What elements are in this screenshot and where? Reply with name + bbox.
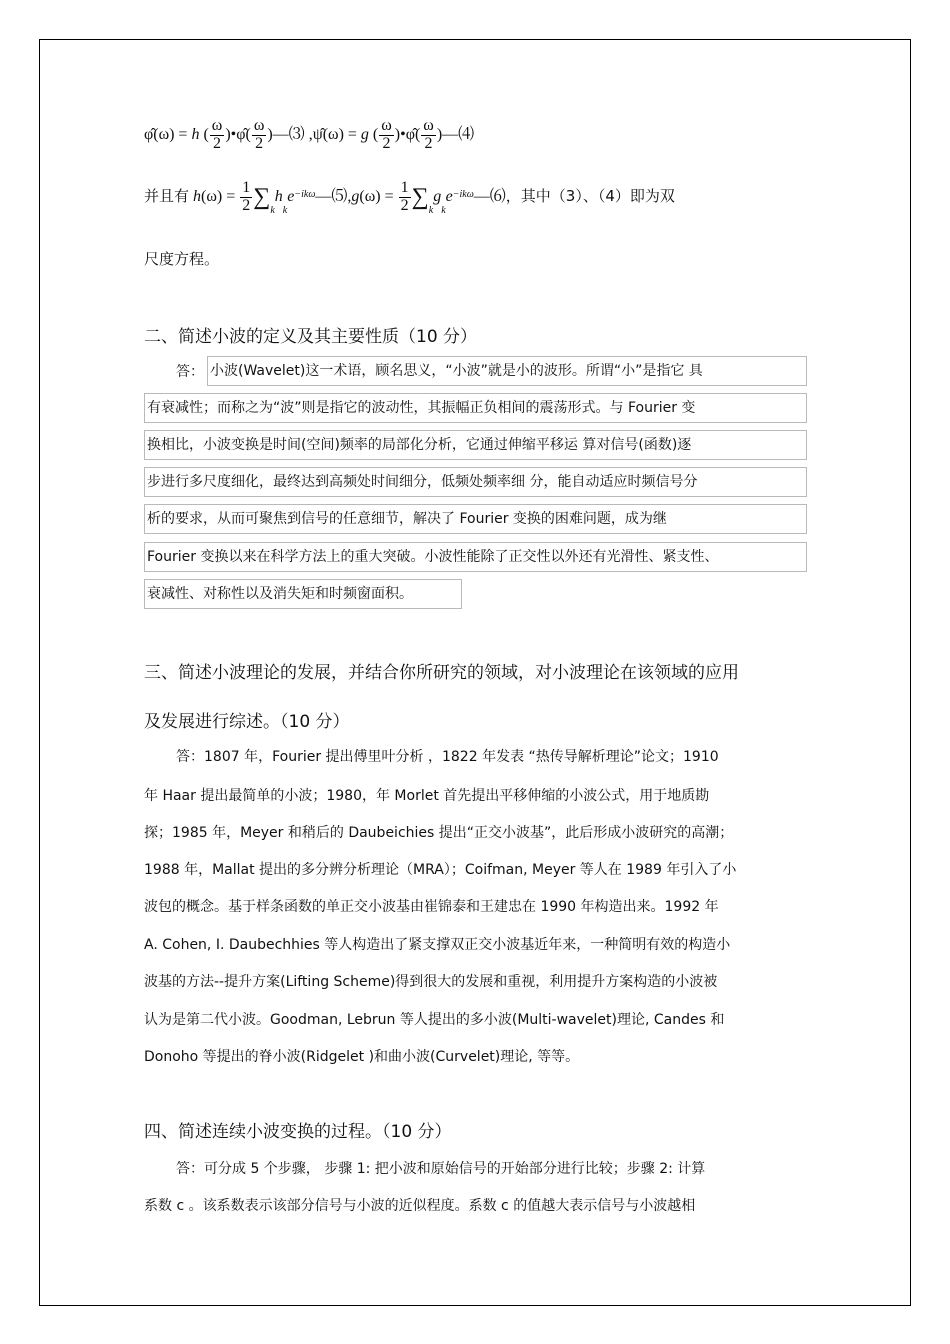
omega-arg-3: (ω) [201, 187, 223, 205]
equals-sign-2: = [347, 125, 357, 143]
equation-label-3: —⑶ [272, 125, 305, 143]
q4-answer-line-2: 系数 c 。该系数表示该部分信号与小波的近似程度。系数 c 的值越大表示信号与小波越相 [144, 1198, 696, 1214]
q3-answer-line-1: 答：1807 年，Fourier 提出傅里叶分析 ，1822 年发表 “热传导解析理论”论文；1910 [176, 749, 719, 765]
g-symbol-2: g [351, 187, 360, 205]
q4-answer-line-1: 答：可分成 5 个步骤， 步骤 1: 把小波和原始信号的开始部分进行比较；步骤 2: 计算 [176, 1161, 706, 1177]
equation-label-6: —⑹ [473, 187, 506, 205]
g-coefficient: g [433, 187, 442, 205]
g-index: k [441, 204, 446, 216]
phi-hat-symbol-2: φ̂ [236, 125, 246, 143]
prefix-text: 并且有 [144, 186, 190, 205]
q2-answer-line-7: 衰减性、对称性以及消失矩和时频窗面积。 [144, 579, 462, 609]
q3-answer-line-5: 波包的概念。基于样条函数的单正交小波基由崔锦泰和王建忠在 1990 年构造出来。1992 年 [144, 899, 719, 915]
q2-answer-line-6: Fourier 变换以来在科学方法上的重大突破。小波性能除了正交性以外还有光滑性、紧支性、 [144, 542, 807, 572]
q2-answer-line-3: 换相比，小波变换是时间(空间)频率的局部化分析，它通过伸缩平移运 算对信号(函数)逐 [144, 430, 807, 460]
question-3-heading-line-2: 及发展进行综述。（10 分） [144, 712, 350, 732]
q3-answer-line-7: 波基的方法--提升方案(Lifting Scheme)得到很大的发展和重视，利用提升方案构造的小波被 [144, 974, 718, 990]
equals-sign: = [178, 125, 188, 143]
equals-sign-4: = [384, 187, 394, 205]
q3-answer-line-3: 探；1985 年，Meyer 和稍后的 Daubeichies 提出“正交小波基”，此后形成小波研究的高潮； [144, 825, 734, 841]
question-2-heading: 二、简述小波的定义及其主要性质（10 分） [144, 327, 478, 347]
sum-symbol-2: ∑ [411, 183, 429, 210]
bullet-operator-2: • [400, 125, 406, 143]
equation-label-5: —⑸, [315, 187, 352, 205]
omega-arg: (ω) [153, 125, 175, 143]
exp-base: e [287, 187, 295, 205]
exp-base-2: e [445, 187, 453, 205]
q2-answer-line-5: 析的要求，从而可聚焦到信号的任意细节，解决了 Fourier 变换的困难问题，成为继 [144, 504, 807, 534]
omega-over-2-fraction-3: $\frac{\omega}{2}$ [381, 117, 392, 152]
separator-comma: , [308, 125, 313, 143]
scaling-equations-line: φ̂(ω) = h ( $\frac{\omega}{2}$ )•φ̂( $\frac{\omega}{2}$ )—⑶ ,ψ̂(ω) = g ( $\frac{\omega}{2}$ )•φ̂( $\frac{\omega}{2}$ )—⑷ [144, 117, 475, 152]
question-3-heading-line-1: 三、简述小波理论的发展，并结合你所研究的领域，对小波理论在该领域的应用 [144, 663, 739, 683]
question-4-heading: 四、简述连续小波变换的过程。（10 分） [144, 1122, 452, 1142]
exponent-2: −ikω [452, 188, 474, 200]
omega-over-2-fraction: $\frac{\omega}{2}$ [211, 117, 223, 152]
h-symbol: h [191, 125, 200, 143]
phi-hat-symbol: φ̂ [144, 125, 154, 143]
q2-answer-line-2: 有衰减性；而称之为“波”则是指它的波动性，其振幅正负相间的震荡形式。与 Fourier 变 [144, 393, 807, 423]
sum-index: k [270, 204, 275, 216]
equation-label-4: —⑷ [442, 125, 475, 143]
sum-index-2: k [428, 204, 434, 216]
sum-symbol: ∑ [253, 183, 271, 210]
half-fraction: $\frac{1}{2}$ [242, 179, 251, 214]
q3-answer-line-6: A. Cohen, I. Daubechhies 等人构造出了紧支撑双正交小波基近年来，一种简明有效的构造小 [144, 937, 731, 953]
q2-answer-line-4: 步进行多尺度细化，最终达到高频处时间细分，低频处频率细 分，能自动适应时频信号分 [144, 467, 807, 497]
bullet-operator: • [230, 125, 237, 143]
q3-answer-line-8: 认为是第二代小波。Goodman, Lebrun 等人提出的多小波(Multi-wavelet)理论, Candes 和 [144, 1012, 725, 1028]
omega-arg-4: (ω) [359, 187, 381, 205]
h-coefficient: h [274, 187, 283, 205]
omega-over-2-fraction-4: $\frac{\omega}{2}$ [423, 117, 434, 152]
g-symbol: g [360, 125, 369, 143]
answer-label: 答： [176, 364, 204, 380]
q3-answer-line-2: 年 Haar 提出最简单的小波；1980，年 Morlet 首先提出平移伸缩的小波公式，用于地质勘 [144, 788, 710, 804]
filter-equations-line [144, 180, 675, 216]
half-fraction-2: $\frac{1}{2}$ [400, 179, 409, 214]
psi-hat-symbol: ψ̂ [312, 125, 323, 143]
h-symbol-2: h [193, 187, 202, 205]
q3-answer-line-4: 1988 年，Mallat 提出的多分辨分析理论（MRA）；Coifman, Meyer 等人在 1989 年引入了小 [144, 862, 737, 878]
q2-answer-line-1: 小波(Wavelet)这一术语，顾名思义，“小波”就是小的波形。所谓“小”是指它 具 [207, 356, 807, 386]
phi-hat-symbol-3: φ̂ [405, 125, 415, 143]
suffix-text: ，其中（3）、（4）即为双 [505, 186, 675, 205]
omega-over-2-fraction-2: $\frac{\omega}{2}$ [253, 117, 265, 152]
equals-sign-3: = [226, 187, 236, 205]
q3-answer-line-9: Donoho 等提出的脊小波(Ridgelet )和曲小波(Curvelet)理论, 等等。 [144, 1049, 580, 1065]
exponent: −ikω [294, 188, 316, 200]
equation-note: 尺度方程。 [144, 250, 220, 268]
omega-arg-2: (ω) [322, 125, 344, 143]
h-index: k [282, 204, 288, 216]
